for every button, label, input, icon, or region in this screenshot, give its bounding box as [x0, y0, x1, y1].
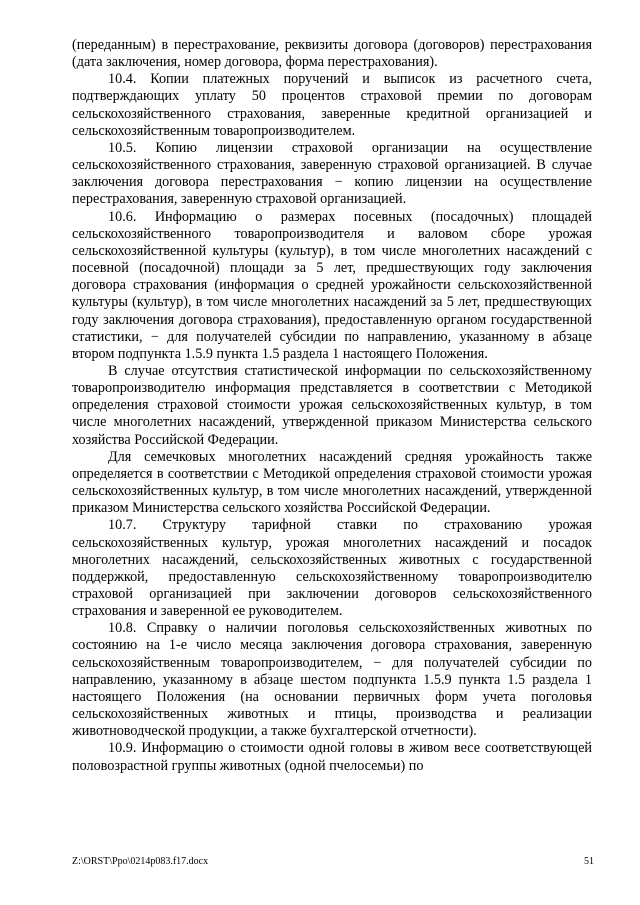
paragraph-continuation: (переданным) в перестрахование, реквизиты договора (договоров) перестрахования (дата заключения, номер договора, форма перестрахования).: [72, 37, 592, 71]
paragraph-10-8: 10.8. Справку о наличии поголовья сельскохозяйственных животных по состоянию на 1-е число месяца заключения договора страхования, заверенную сельскохозяйственным товаропроизводителем, − для получателей субсидии по направлению, указанному в абзаце шестом подпункта 1.5.9 пункта 1.5 раздела 1 настоящего Положения (на основании первичных форм учета поголовья сельскохозяйственных животных и птицы, производства и реализации животноводческой продукции, а также бухгалтерской отчетности).: [72, 620, 592, 740]
paragraph-10-4: 10.4. Копии платежных поручений и выписок из расчетного счета, подтверждающих уплату 50 процентов страховой премии по договорам сельскохозяйственного страхования, заверенные кредитной организацией и сельскохозяйственным товаропроизводителем.: [72, 71, 592, 139]
file-path: Z:\ORST\Ppo\0214p083.f17.docx: [72, 856, 209, 867]
paragraph-pome-plantations: Для семечковых многолетних насаждений средняя урожайность также определяется в соответствии с Методикой определения страховой стоимости урожая сельскохозяйственных культур, в том числе многолетних насаждений, утвержденной приказом Министерства сельского хозяйства Российской Федерации.: [72, 448, 592, 517]
paragraph-10-7: 10.7. Структуру тарифной ставки по страхованию урожая сельскохозяйственных культур, урожая многолетних насаждений и посадок многолетних насаждений, сельскохозяйственных животных с государственной поддержкой, предоставленную сельскохозяйственному товаропроизводителю страховой организацией при заключении договоров сельскохозяйственного страхования и заверенной ее руководителем.: [72, 517, 592, 620]
page-number: 51: [584, 856, 594, 867]
paragraph-10-9: 10.9. Информацию о стоимости одной головы в живом весе соответствующей половозрастной группы животных (одной пчелосемьи) по: [72, 740, 592, 774]
paragraph-10-6: 10.6. Информацию о размерах посевных (посадочных) площадей сельскохозяйственного товаропроизводителя и валовом сборе урожая сельскохозяйственной культуры (культур), в том числе многолетних насаждений с посевной (посадочной) площади за 5 лет, предшествующих году заключения договора страхования (информация о средней урожайности сельскохозяйственной культуры (культур), в том числе многолетних насаждений за 5 лет, предшествующих году заключения договора страхования), предоставленную органом государственной статистики, − для получателей субсидии по направлению, указанному в абзаце втором подпункта 1.5.9 пункта 1.5 раздела 1 настоящего Положения.: [72, 208, 592, 362]
paragraph-no-statistics: В случае отсутствия статистической информации по сельскохозяйственному товаропроизводителю информация представляется в соответствии с Методикой определения страховой стоимости урожая сельскохозяйственных культур, в том числе многолетних насаждений, утвержденной приказом Министерства сельского хозяйства Российской Федерации.: [72, 362, 592, 448]
paragraph-10-5: 10.5. Копию лицензии страховой организации на осуществление сельскохозяйственного страхования, заверенную страховой организацией. В случае заключения договора перестрахования − копию лицензии на осуществление перестрахования, заверенную страховой организацией.: [72, 139, 592, 208]
document-body: [72, 37, 592, 775]
